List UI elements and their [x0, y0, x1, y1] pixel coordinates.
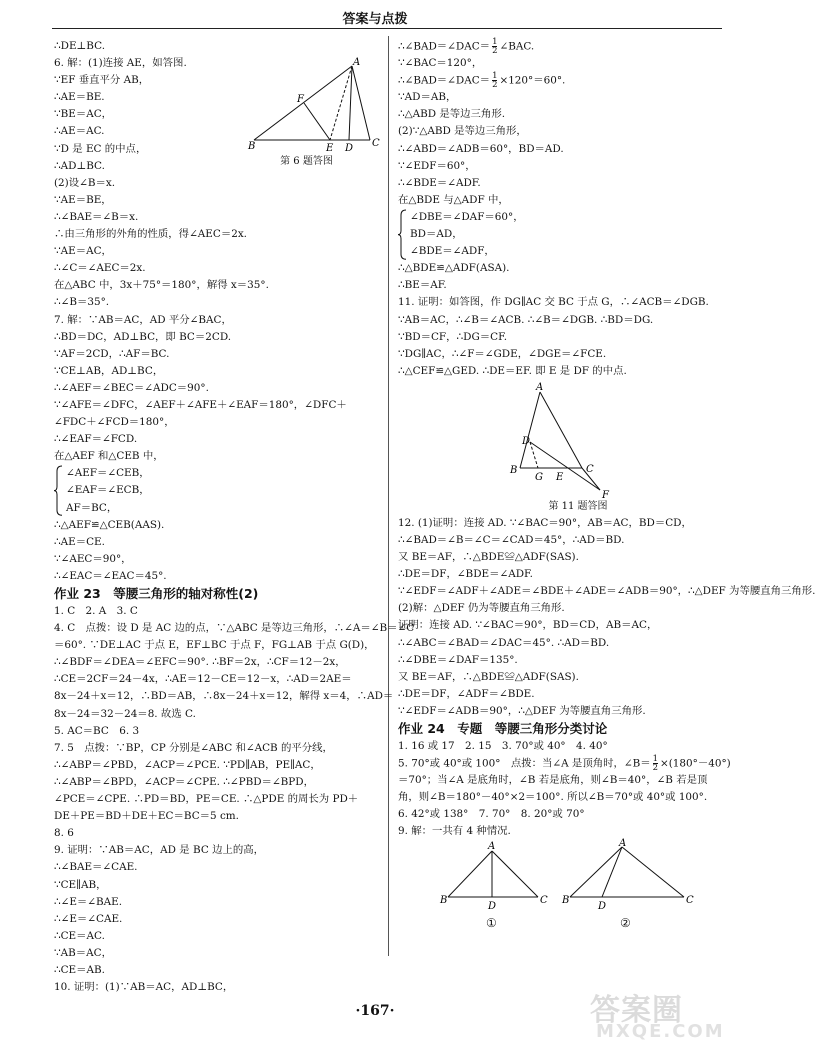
text-line: ∵EF 垂直平分 AB，: [54, 74, 150, 87]
svg-text:A: A: [619, 837, 627, 849]
section-title-23: 作业 23 等腰三角形的轴对称性(2): [54, 586, 259, 601]
text-line: ∵AE＝BE，: [54, 193, 112, 206]
text-line: ∴△ABD 是等边三角形.: [398, 108, 506, 121]
text-line: 在△ABC 中，3x＋75°＝180°，解得 x＝35°.: [54, 279, 269, 292]
text-line: 1. C 2. A 3. C: [54, 605, 138, 617]
svg-text:F: F: [602, 489, 609, 501]
text-line: ∴∠BAD＝∠DAC＝ $\frac{1}{2}$ ∠BAC.: [398, 37, 535, 56]
brace-line: ∠EAF＝∠ECB，: [66, 484, 150, 497]
column-divider: [388, 36, 389, 956]
text-line: ∴AD⊥BC.: [54, 159, 105, 172]
figure-9-label-2: ②: [620, 915, 631, 930]
left-block-c: [54, 603, 415, 996]
svg-text:G: G: [535, 471, 543, 483]
svg-text:D: D: [345, 143, 354, 154]
text-line: ∵CE⊥AB，AD⊥BC，: [54, 364, 164, 377]
brace-line: ∠DBE＝∠DAF＝60°，: [410, 210, 524, 223]
text-line: ∵∠EDF＝∠ADB＝90°，∴△DEF 为等腰直角三角形.: [398, 704, 646, 717]
svg-text:B: B: [562, 894, 570, 906]
brace-line: AF＝BC，: [66, 501, 118, 514]
text-line: ∴CE＝AB.: [54, 963, 105, 976]
text-line: 7. 5 点拨：∵BP，CP 分别是∠ABC 和∠ACB 的平分线，: [54, 741, 333, 754]
figure-6: [248, 58, 383, 170]
text-line: ∴∠DBE＝∠DAF＝135°.: [398, 653, 518, 666]
text-line: ∴∠EAF＝∠FCD.: [54, 433, 138, 446]
figure-11-diagram: [508, 380, 648, 502]
text-line: ∴∠BAD＝∠DAC＝ $\frac{1}{2}$ ×120°＝60°.: [398, 71, 566, 91]
text-line: ∵DG∥AC，∴∠F＝∠GDE，∠DGE＝∠FCE.: [398, 347, 607, 360]
text-line: ＝70°；当∠A 是底角时，∠B 若是底角，则∠B＝40°，∠B 若是顶: [398, 774, 708, 787]
text-line: 5. AC＝BC 6. 3: [54, 724, 140, 737]
figure-6-caption: 第 6 题答图: [280, 156, 333, 167]
watermark-logo: [590, 985, 730, 1043]
text-line: 8x－24＋x＝12，∴BD＝AB，∴8x－24＋x＝12，解得 x＝4，∴AD＝: [54, 690, 394, 703]
text-line: 又 BE＝AF，∴△BDE≌△ADF(SAS).: [398, 670, 579, 683]
right-block-a: [398, 89, 728, 209]
text-line: ∵∠EDF＝60°，: [398, 159, 476, 172]
text-line: ∵∠BAC＝120°，: [398, 57, 483, 70]
svg-text:C: C: [540, 894, 548, 906]
figure-6-diagram: [248, 58, 383, 158]
text-line: ∴DE＝DF，∠BDE＝∠ADF.: [398, 568, 533, 581]
text-line: ∴BE＝AF.: [398, 279, 447, 292]
text-line: ∴△BDE≌△ADF(ASA).: [398, 262, 510, 275]
text-line: 8. 6: [54, 827, 74, 840]
text-line: ∴∠AEF＝∠BEC＝∠ADC＝90°.: [54, 381, 209, 394]
text-line: ∴∠BDE＝∠ADF.: [398, 176, 481, 189]
brace-line: BD＝AD，: [410, 228, 463, 241]
svg-text:A: A: [536, 381, 544, 393]
text-line: ∴△CEF≌△GED. ∴DE＝EF. 即 E 是 DF 的中点.: [398, 364, 627, 377]
text-line: ∴BD＝DC，AD⊥BC，即 BC＝2CD.: [54, 330, 232, 343]
watermark-main: 答案圈: [590, 993, 683, 1028]
text-line: ∠FDC＋∠FCD＝180°，: [54, 416, 175, 429]
text-line: ∠PCE＝∠CPE. ∴PD＝BD，PE＝CE. ∴△PDE 的周长为 PD＋: [54, 793, 359, 806]
left-block-b: [54, 517, 384, 585]
text-line: ∴CE＝AC.: [54, 929, 105, 942]
page-number: ·167·: [355, 1003, 395, 1019]
text-line: ∵AF＝2CD，∴AF＝BC.: [54, 347, 170, 360]
text-line: ∴AE＝AC.: [54, 125, 105, 138]
text-line: DE＋PE＝BD＋DE＋EC＝BC＝5 cm.: [54, 810, 239, 823]
text-line: ∵AE＝AC，: [54, 245, 112, 258]
text-line: 9. 证明：∵AB＝AC，AD 是 BC 边上的高，: [54, 844, 265, 857]
header-rule: [52, 28, 722, 29]
text-line: 9. 解：一共有 4 种情况.: [398, 825, 511, 838]
text-line: ∴由三角形的外角的性质，得∠AEC＝2x.: [54, 228, 247, 241]
text-line: ∵AD＝AB，: [398, 91, 457, 104]
text-line: ∴AE＝BE.: [54, 91, 105, 104]
svg-text:D: D: [488, 900, 497, 912]
section-title-24: 作业 24 专题 等腰三角形分类讨论: [398, 721, 608, 736]
text-line: 7. 解：∵AB＝AC，AD 平分∠BAC，: [54, 313, 232, 326]
brace-line: ∠AEF＝∠CEB，: [66, 467, 150, 480]
figure-9-diagram: [398, 837, 728, 936]
text-line: ∴∠E＝∠CAE.: [54, 912, 123, 925]
text-line: ∵∠EDF＝∠ADF＋∠ADE＝∠BDE＋∠ADE＝∠ADB＝90°，∴△DEF 为等腰直角三角形.: [398, 585, 816, 598]
text-line: ∵CE∥AB，: [54, 878, 107, 891]
text-line: 又 BE＝AF，∴△BDE≌△ADF(SAS).: [398, 551, 579, 564]
right-block-e: [398, 772, 728, 840]
text-line: ∴∠BAD＝∠B＝∠C＝∠CAD＝45°，∴AD＝BD.: [398, 533, 625, 546]
left-column: [54, 38, 415, 996]
text-line: 4. C 点拨：设 D 是 AC 边的点，∵△ABC 是等边三角形，∴∠A＝∠B＝∠C: [54, 622, 415, 635]
page-header: [0, 0, 750, 30]
text-line: ∴∠E＝∠BAE.: [54, 895, 123, 908]
text-line: ∴△AEF≌△CEB(AAS).: [54, 518, 165, 531]
text-line: ∴∠ABD＝∠ADB＝60°，BD＝AD.: [398, 142, 564, 155]
text-line: ∵BD＝CF，∴DG＝CF.: [398, 330, 507, 343]
brace-line: ∠BDE＝∠ADF，: [410, 245, 495, 258]
text-line: 1. 16 或 17 2. 15 3. 70°或 40° 4. 40°: [398, 740, 608, 752]
svg-text:C: C: [686, 894, 694, 906]
text-line: ∴DE＝DF，∠ADF＝∠BDE.: [398, 687, 535, 700]
text-line: 6. 解：(1)连接 AE，如答图.: [54, 57, 187, 70]
fraction: $\frac{1}{2}$: [492, 71, 498, 91]
text-line: ∵BE＝AC，: [54, 108, 113, 121]
text-line: ∴∠ABP＝∠BPD，∠ACP＝∠CPE. ∴∠PBD＝∠BPD，: [54, 775, 314, 788]
text-line: 在△BDE 与△ADF 中，: [398, 193, 509, 206]
header-title: 答案与点拨: [342, 12, 408, 27]
text-line: ∴CE＝2CF＝24－4x，∴AE＝12－CE＝12－x，∴AD＝2AE＝: [54, 673, 352, 686]
text-line: ∵∠AEC＝90°，: [54, 552, 132, 565]
figure-11-caption: 第 11 题答图: [548, 500, 608, 512]
figure-11: [508, 380, 648, 515]
text-line: ∴∠BAE＝∠B＝x.: [54, 210, 139, 223]
svg-text:B: B: [440, 894, 448, 906]
right-block-d: [398, 738, 728, 755]
fraction: $\frac{1}{2}$: [652, 754, 659, 774]
text-line: ∴∠BDF＝∠DEA＝∠EFC＝90°. ∴BF＝2x，∴CF＝12－2x，: [54, 656, 346, 669]
svg-text:D: D: [522, 435, 531, 447]
text-line: ∵D 是 EC 的中点，: [54, 142, 147, 155]
text-line: ∴∠B＝35°.: [54, 296, 110, 309]
text-line: 10. 证明：(1)∵AB＝AC，AD⊥BC，: [54, 981, 234, 994]
text-line: ∴∠EAC＝∠EAC＝45°.: [54, 569, 167, 582]
text-line: 8x－24＝32－24＝8. 故选 C.: [54, 707, 196, 720]
text-line: ∴∠C＝∠AEC＝2x.: [54, 262, 146, 275]
right-brace-block: [398, 209, 728, 260]
text-line: ∴∠ABC＝∠BAD＝∠DAC＝45°. ∴AD＝BD.: [398, 636, 610, 649]
text-line: 证明：连接 AD. ∵∠BAC＝90°，BD＝CD，AB＝AC，: [398, 619, 658, 632]
svg-text:A: A: [353, 57, 361, 68]
text-line: ∴∠BAE＝∠CAE.: [54, 861, 138, 874]
text-line: 5. 70°或 40°或 100° 点拨：当∠A 是顶角时，∠B＝ $\frac{1}{2}$ ×(180°－40°): [398, 754, 731, 774]
text-line: 在△AEF 和△CEB 中，: [54, 450, 164, 463]
svg-text:E: E: [326, 143, 334, 154]
text-line: (2)设∠B＝x.: [54, 176, 116, 189]
text-line: ＝60°. ∵DE⊥AC 于点 E，EF⊥BC 于点 F，FG⊥AB 于点 G(D)，: [54, 639, 375, 652]
svg-text:C: C: [372, 138, 380, 149]
svg-text:D: D: [598, 900, 607, 912]
text-line: ∴AE＝CE.: [54, 535, 105, 548]
brace-icon: [54, 465, 64, 516]
brace-icon: [398, 209, 408, 260]
svg-text:E: E: [556, 471, 564, 483]
left-brace-block: [54, 465, 384, 516]
right-block-b: [398, 260, 728, 380]
fraction: $\frac{1}{2}$: [492, 37, 498, 56]
text-line: (2)解：△DEF 仍为等腰直角三角形.: [398, 602, 565, 615]
svg-text:C: C: [586, 463, 594, 475]
text-line: 12. (1)证明：连接 AD. ∵∠BAC＝90°，AB＝AC，BD＝CD，: [398, 516, 692, 529]
svg-text:B: B: [510, 464, 518, 476]
right-column: [398, 37, 816, 936]
svg-text:A: A: [488, 840, 496, 852]
text-line: ∵AB＝AC，: [54, 946, 112, 959]
svg-text:B: B: [248, 141, 256, 152]
text-line: ∵AB＝AC，∴∠B＝∠ACB. ∴∠B＝∠DGB. ∴BD＝DG.: [398, 313, 654, 326]
text-line: 6. 42°或 138° 7. 70° 8. 20°或 70°: [398, 808, 585, 821]
text-line: ∴∠ABP＝∠PBD，∠ACP＝∠PCE. ∵PD∥AB，PE∥AC，: [54, 758, 321, 771]
text-line: ∵∠AFE＝∠DFC，∠AEF＋∠AFE＋∠EAF＝180°，∠DFC＋: [54, 398, 347, 411]
figure-9: [398, 837, 728, 936]
figure-9-label-1: ①: [486, 915, 497, 930]
text-line: 11. 证明：如答图，作 DG∥AC 交 BC 于点 G，∴∠ACB＝∠DGB.: [398, 296, 709, 309]
watermark-sub: MXQE.COM: [596, 1021, 725, 1042]
text-line: 角，则∠B＝180°－40°×2＝100°. 所以∠B＝70°或 40°或 100°.: [398, 791, 708, 804]
svg-text:F: F: [297, 94, 304, 105]
text-line: (2)∵△ABD 是等边三角形，: [398, 125, 527, 138]
text-line: ∴DE⊥BC.: [54, 40, 106, 52]
right-block-c: [398, 515, 816, 720]
